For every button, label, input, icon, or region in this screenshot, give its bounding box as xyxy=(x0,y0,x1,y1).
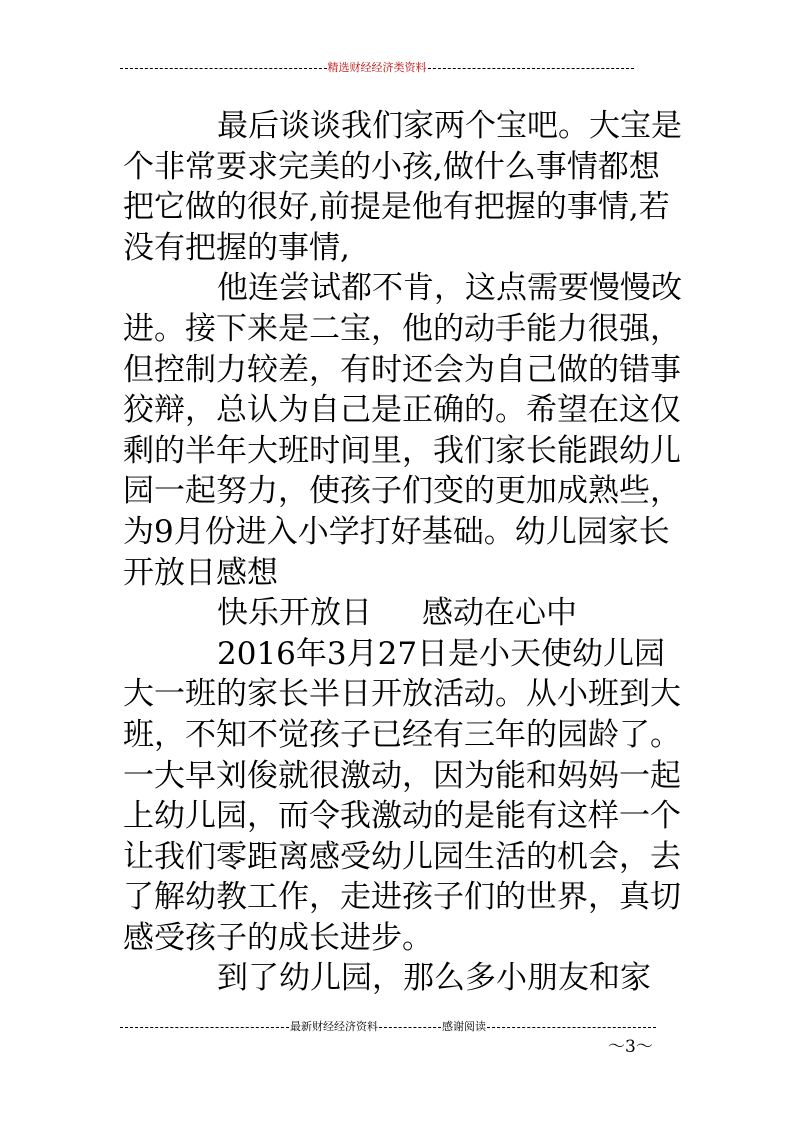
section-title xyxy=(123,593,683,634)
footer-rule xyxy=(120,1020,656,1034)
footer-dash-left xyxy=(120,1027,289,1028)
header-dash-left xyxy=(120,68,327,69)
footer-left-text: 最新财经经济资料 xyxy=(290,1020,378,1033)
footer-dash-right xyxy=(487,1027,656,1028)
header-rule xyxy=(120,61,634,75)
header-title: 精选财经经济类资料 xyxy=(327,61,427,74)
footer-dash-middle xyxy=(379,1027,441,1028)
footer-right-text: 感谢阅读 xyxy=(442,1020,486,1033)
section-title-right: 感动在心中 xyxy=(422,595,577,632)
paragraph-2: 他连尝试都不肯，这点需要慢慢改进。接下来是二宝，他的动手能力很强，但控制力较差，有时还会为自己做的错事狡辩，总认为自己是正确的。希望在这仅剩的半年大班时间里，我们家长能跟幼儿园一起努力，使孩子们变的更加成熟些，为9月份进入小学打好基础。幼儿园家长开放日感想 xyxy=(123,270,682,591)
section-title-left: 快乐开放日 xyxy=(217,595,372,632)
paragraph-4: 到了幼儿园，那么多小朋友和家 xyxy=(217,960,651,997)
page-number: ～3～ xyxy=(608,1037,653,1057)
paragraph-3: 2016年3月27日是小天使幼儿园大一班的家长半日开放活动。从小班到大班，不知不觉孩子已经有三年的园龄了。一大早刘俊就很激动，因为能和妈妈一起上幼儿园，而令我激动的是能有这样一个让我们零距离感受幼儿园生活的机会，去了解幼教工作，走进孩子们的世界，真切感受孩子的成长进步。 xyxy=(123,635,681,956)
document-body xyxy=(123,106,683,999)
header-dash-right xyxy=(428,68,635,69)
paragraph-1: 最后谈谈我们家两个宝吧。大宝是个非常要求完美的小孩,做什么事情都想把它做的很好,前提是他有把握的事情,若没有把握的事情, xyxy=(123,108,682,266)
